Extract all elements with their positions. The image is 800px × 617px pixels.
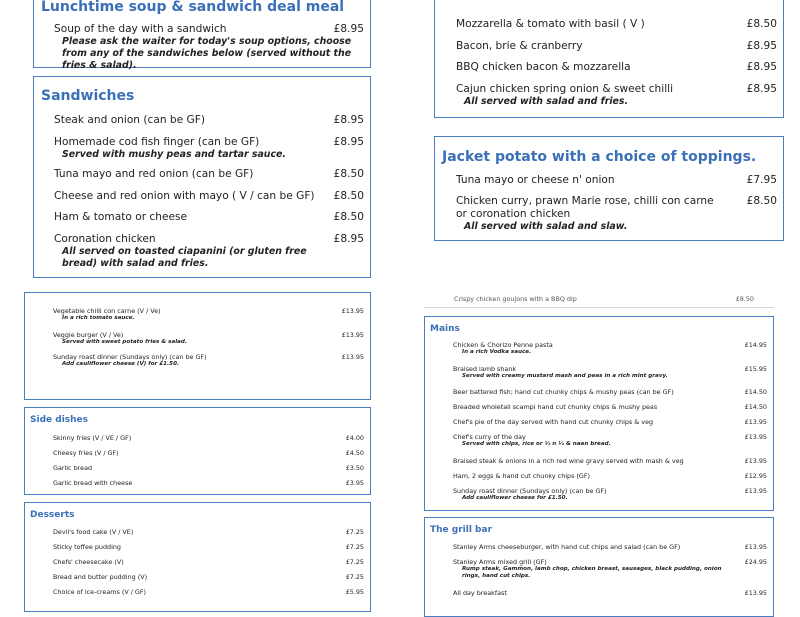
menu-item-price: £13.95	[744, 487, 767, 495]
menu-item-price: £13.95	[341, 307, 364, 315]
grill-title: The grill bar	[430, 525, 493, 535]
menu-item-name: Sticky toffee pudding	[53, 543, 121, 551]
menu-item-price	[747, 0, 777, 2]
menu-item-name: BBQ chicken bacon & mozzarella	[456, 61, 631, 73]
lunchtime-deal-box	[33, 0, 371, 71]
menu-item-name: Coronation chicken	[54, 233, 156, 245]
menu-item-name: All day breakfast	[453, 589, 507, 597]
menu-item-note: In a rich tomato sauce.	[62, 315, 135, 321]
sandwiches-box	[33, 76, 371, 278]
menu-item-name: Garlic bread	[53, 464, 93, 472]
lunchtime-deal-title: Lunchtime soup & sandwich deal meal	[41, 0, 345, 15]
menu-item-name: Chicken curry, prawn Marie rose, chilli con carne or coronation chicken	[456, 195, 714, 220]
menu-item-price: £4.00	[345, 434, 364, 442]
menu-item-price: £4.50	[345, 449, 364, 457]
sandwiches-continued-box	[434, 0, 784, 118]
cut-item-name: Crispy chicken goujons with a BBQ dip	[454, 295, 577, 303]
menu-item-note: Add cauliflower cheese for £1.50.	[462, 495, 568, 501]
menu-item-name: Beer battered fish; hand cut chunky chips & mushy peas (can be GF)	[453, 388, 674, 396]
menu-item-price: £15.95	[744, 365, 767, 373]
cut-item-row	[454, 295, 754, 303]
menu-item-note: In a rich Vodka sauce.	[462, 349, 532, 355]
menu-item-name: Ham, 2 eggs & hand cut chunky chips (GF)	[453, 472, 591, 480]
menu-item-name: Ham & tomato or cheese	[54, 211, 188, 223]
menu-item-price: £7.25	[345, 528, 364, 536]
jacket-potato-box	[434, 136, 784, 241]
menu-item-price: £13.95	[341, 353, 364, 361]
menu-item-note: All served with salad and fries.	[464, 96, 629, 107]
menu-item-price: £8.95	[333, 233, 364, 245]
menu-item-price: £8.50	[333, 168, 364, 180]
menu-item-note: Served with creamy mustard mash and peas in a rich mint gravy.	[462, 373, 668, 379]
mains-title: Mains	[430, 324, 460, 334]
lunchtime-item-price: £8.95	[333, 23, 364, 35]
menu-item-note: Served with chips, rice or ½ n ½ & naan bread.	[462, 441, 611, 447]
side-dishes-box	[24, 407, 371, 495]
menu-item-name: Breaded wholetail scampi hand cut chunky chips & mushy peas	[453, 403, 658, 411]
jacket-potato-title: Jacket potato with a choice of toppings.	[442, 149, 757, 165]
menu-item-price: £24.95	[744, 558, 767, 566]
menu-item-name: Veggie burger (V / Ve)	[53, 331, 124, 339]
menu-item-name: Chef's curry of the day	[453, 433, 526, 441]
menu-item-name: Chef's pie of the day served with hand cut chunky chips & veg	[453, 418, 654, 426]
menu-item-price: £13.95	[744, 418, 767, 426]
menu-item-price: £7.25	[345, 558, 364, 566]
menu-item-name: Sunday roast dinner (Sundays only) (can be GF)	[453, 487, 607, 495]
menu-item-name: Braised steak & onions in a rich red wine gravy served with mash & veg	[453, 457, 684, 465]
desserts-box	[24, 502, 371, 612]
menu-item-price: £12.95	[744, 472, 767, 480]
menu-item-name: Steak and onion (can be GF)	[54, 114, 205, 126]
cut-item-price: £8.50	[735, 295, 754, 303]
sandwiches-title: Sandwiches	[41, 88, 135, 104]
menu-item-note: Served with mushy peas and tartar sauce.	[62, 149, 286, 160]
menu-item-price: £5.95	[345, 588, 364, 596]
menu-item-name: Stanley Arms mixed grill (GF)	[453, 558, 547, 566]
menu-item-name: Homemade cod fish finger (can be GF)	[54, 136, 260, 148]
menu-item-price: £13.95	[744, 433, 767, 441]
menu-item-name: Chefs' cheesecake (V)	[53, 558, 124, 566]
top-divider	[424, 307, 774, 308]
mains-box	[424, 316, 774, 511]
menu-page-bottom-right	[410, 295, 790, 600]
menu-item-price: £13.95	[744, 589, 767, 597]
menu-item-note: Served with sweet potato fries & salad.	[62, 339, 188, 345]
menu-item-price: £8.95	[746, 61, 777, 73]
menu-item-price: £8.50	[746, 18, 777, 30]
menu-item-note: All served on toasted ciapanini (or gluten free bread) with salad and fries.	[62, 246, 307, 269]
menu-item-name: Devil's food cake (V / VE)	[53, 528, 134, 536]
menu-item-price: £3.50	[345, 464, 364, 472]
menu-item-name: Skinny fries (V / VE / GF)	[53, 434, 132, 442]
menu-item-price: £8.95	[746, 83, 777, 95]
menu-item-price: £8.50	[746, 195, 777, 207]
menu-item-price: £7.25	[345, 573, 364, 581]
menu-item-name	[456, 0, 726, 2]
menu-page-top-left	[8, 0, 385, 300]
menu-item-name: Braised lamb shank	[453, 365, 517, 373]
menu-item-name: Garlic bread with cheese	[53, 479, 133, 487]
menu-item-name: Bread and butter pudding (V)	[53, 573, 148, 581]
menu-item-name: Tuna mayo or cheese n' onion	[456, 174, 615, 186]
menu-item-price: £8.50	[333, 211, 364, 223]
menu-item-price: £7.95	[746, 174, 777, 186]
grill-box	[424, 517, 774, 617]
menu-item-price: £3.95	[345, 479, 364, 487]
menu-item-name: Vegetable chilli con carne (V / Ve)	[53, 307, 161, 315]
menu-item-name: Cheese and red onion with mayo ( V / can be GF)	[54, 190, 315, 202]
desserts-title: Desserts	[30, 510, 75, 520]
menu-page-bottom-left	[12, 300, 379, 600]
menu-item-price: £8.95	[333, 136, 364, 148]
menu-item-price: £8.50	[333, 190, 364, 202]
menu-item-name: Mozzarella & tomato with basil ( V )	[456, 18, 645, 30]
menu-item-price: £13.95	[744, 543, 767, 551]
menu-item-note: All served with salad and slaw.	[464, 221, 628, 232]
menu-item-name: Stanley Arms cheeseburger, with hand cut chips and salad (can be GF)	[453, 543, 681, 551]
menu-item-name: Bacon, brie & cranberry	[456, 40, 583, 52]
menu-item-name: Tuna mayo and red onion (can be GF)	[54, 168, 254, 180]
lunchtime-item-note: Please ask the waiter for today's soup options, choose from any of the sandwiches below (served without the fries & salad).	[62, 36, 352, 71]
menu-item-note: Rump steak, Gammon, lamb chop, chicken breast, sausages, black pudding, onion rings, hand cut chips.	[462, 566, 722, 579]
menu-item-price: £8.95	[746, 40, 777, 52]
menu-item-price: £8.95	[333, 114, 364, 126]
menu-item-price: £14.50	[744, 388, 767, 396]
menu-item-price: £14.95	[744, 341, 767, 349]
menu-item-name: Chicken & Chorizo Penne pasta	[453, 341, 553, 349]
menu-item-price: £7.25	[345, 543, 364, 551]
side-dishes-title: Side dishes	[30, 415, 88, 425]
veggie-section-box	[24, 292, 371, 400]
menu-page-top-right	[414, 0, 790, 300]
menu-item-name: Cheesy fries (V / GF)	[53, 449, 119, 457]
menu-item-note: Add cauliflower cheese (V) for £1.50.	[62, 361, 180, 367]
menu-item-price: £13.95	[341, 331, 364, 339]
menu-item-price: £14.50	[744, 403, 767, 411]
lunchtime-item-name: Soup of the day with a sandwich	[54, 23, 227, 35]
menu-item-price: £13.95	[744, 457, 767, 465]
menu-item-name: Cajun chicken spring onion & sweet chilli	[456, 83, 674, 95]
menu-item-name: Choice of ice-creams (V / GF)	[53, 588, 147, 596]
menu-item-name: Sunday roast dinner (Sundays only) (can be GF)	[53, 353, 207, 361]
